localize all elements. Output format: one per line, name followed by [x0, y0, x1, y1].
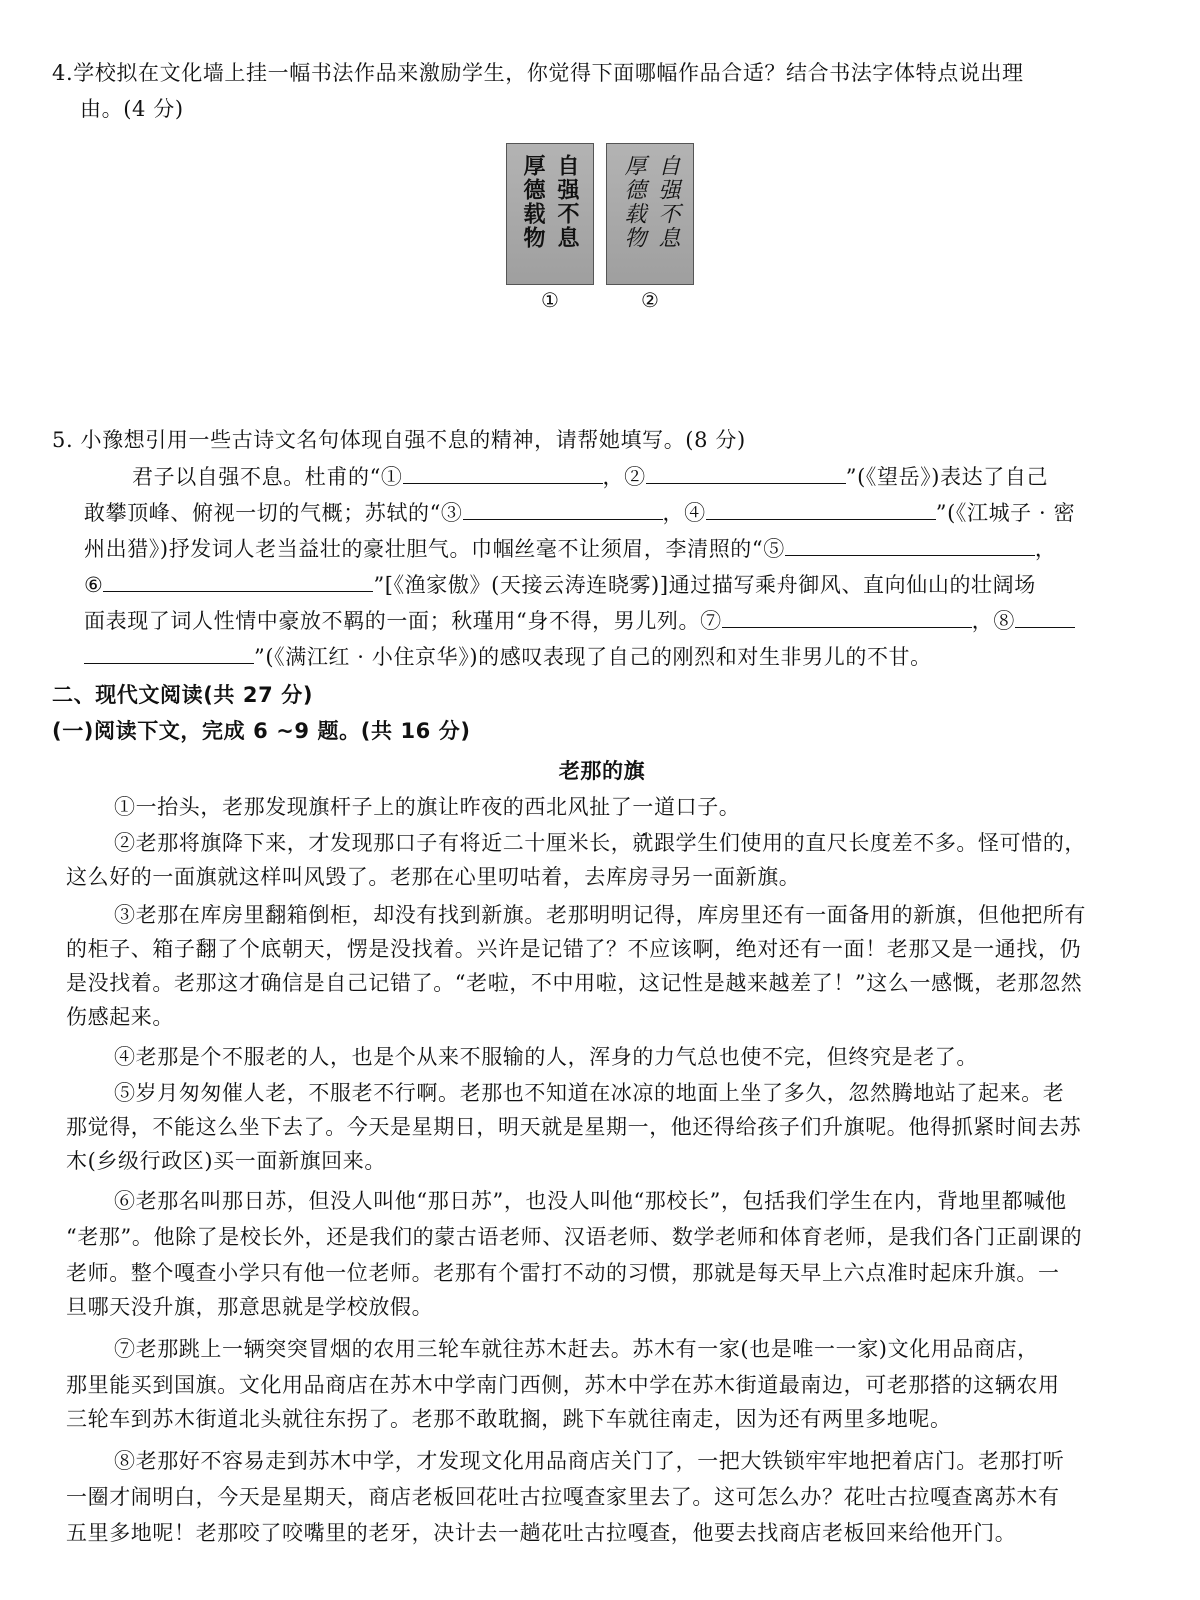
q4-text-line1: 4.学校拟在文化墙上挂一幅书法作品来激励学生，你觉得下面哪幅作品合适？结合书法字体特点说出理 — [52, 61, 1024, 85]
paragraph-7-line3: 三轮车到苏木街道北头就往东拐了。老那不敢耽搁，跳下车就往南走，因为还有两里多地呢。 — [66, 1407, 952, 1431]
calligraphy-1-left-column: 厚德载物 — [520, 154, 546, 250]
q5-line4: 州出猎》)抒发词人老当益壮的豪壮胆气。巾帼丝毫不让须眉，李清照的“⑤ ， — [84, 532, 1184, 566]
calligraphy-work-1 — [506, 143, 594, 285]
article-title: 老那的旗 — [558, 759, 646, 783]
paragraph-2-line2: 这么好的一面旗就这样叫风毁了。老那在心里叨咕着，去库房寻另一面新旗。 — [66, 865, 801, 889]
paragraph-3-line2: 的柜子、箱子翻了个底朝天，愣是没找着。兴许是记错了？不应该啊，绝对还有一面！老那又是一通找，仍 — [66, 937, 1082, 961]
paragraph-6-line2: “老那”。他除了是校长外，还是我们的蒙古语老师、汉语老师、数学老师和体育老师，是我们各门正副课的 — [66, 1225, 1083, 1249]
q4-text-line2: 由。(4 分) — [80, 97, 184, 121]
q5-text-line1: 5. 小豫想引用一些古诗文名句体现自强不息的精神，请帮她填写。(8 分) — [52, 428, 746, 452]
paragraph-5-line2: 那觉得，不能这么坐下去了。今天是星期日，明天就是星期一，他还得给孩子们升旗呢。他得抓紧时间去苏 — [66, 1115, 1082, 1139]
answer-blank-7[interactable] — [722, 605, 972, 628]
paragraph-3-line3: 是没找着。老那这才确信是自己记错了。“老啦，不中用啦，这记性是越来越差了！”这么一感慨，老那忽然 — [66, 971, 1083, 995]
calligraphy-2-right-column: 自强不息 — [655, 154, 680, 250]
calligraphy-2-caption: ② — [641, 288, 659, 312]
paragraph-2-line1: ②老那将旗降下来，才发现那口子有将近二十厘米长，就跟学生们使用的直尺长度差不多。怪可惜的， — [114, 831, 1087, 855]
subsection-heading: (一)阅读下文，完成 6 ~9 题。(共 16 分) — [52, 719, 471, 743]
answer-blank-2[interactable] — [646, 461, 846, 484]
answer-blank-6[interactable] — [103, 569, 373, 592]
answer-blank-3[interactable] — [463, 497, 663, 520]
calligraphy-2-left-column: 厚德载物 — [621, 154, 646, 250]
paragraph-7-line1: ⑦老那跳上一辆突突冒烟的农用三轮车就往苏木赶去。苏木有一家(也是唯一一家)文化用品商店， — [114, 1337, 1039, 1361]
paragraph-8-line1: ⑧老那好不容易走到苏木中学，才发现文化用品商店关门了，一把大铁锁牢牢地把着店门。老那打听 — [114, 1449, 1065, 1473]
paragraph-3-line4: 伤感起来。 — [66, 1005, 174, 1029]
paragraph-6-line1: ⑥老那名叫那日苏，但没人叫他“那日苏”，也没人叫他“那校长”，包括我们学生在内，背地里都喊他 — [114, 1189, 1067, 1213]
calligraphy-work-2 — [606, 143, 694, 285]
calligraphy-1-right-column: 自强不息 — [554, 154, 580, 250]
paragraph-7-line2: 那里能买到国旗。文化用品商店在苏木中学南门西侧，苏木中学在苏木街道最南边，可老那搭的这辆农用 — [66, 1373, 1060, 1397]
paragraph-6-line3: 老师。整个嘎查小学只有他一位老师。老那有个雷打不动的习惯，那就是每天早上六点准时起床升旗。一 — [66, 1261, 1060, 1285]
q5-line6: 面表现了词人性情中豪放不羁的一面；秋瑾用“身不得，男儿列。⑦ ，⑧ — [84, 604, 1184, 638]
paragraph-1: ①一抬头，老那发现旗杆子上的旗让昨夜的西北风扯了一道口子。 — [114, 795, 741, 819]
section-heading: 二、现代文阅读(共 27 分) — [52, 683, 314, 707]
paragraph-6-line4: 旦哪天没升旗，那意思就是学校放假。 — [66, 1295, 434, 1319]
q5-line3: 敢攀顶峰、俯视一切的气概；苏轼的“③ ，④ ”(《江城子 · 密 — [84, 496, 1184, 530]
answer-blank-5[interactable] — [785, 533, 1035, 556]
answer-blank-1[interactable] — [403, 461, 603, 484]
answer-blank-4[interactable] — [706, 497, 936, 520]
paragraph-8-line3: 五里多地呢！老那咬了咬嘴里的老牙，决计去一趟花吐古拉嘎查，他要去找商店老板回来给他开门。 — [66, 1521, 1017, 1545]
paragraph-5-line1: ⑤岁月匆匆催人老，不服老不行啊。老那也不知道在冰凉的地面上坐了多久，忽然腾地站了起来。老 — [114, 1081, 1065, 1105]
paragraph-5-line3: 木(乡级行政区)买一面新旗回来。 — [66, 1149, 386, 1173]
calligraphy-1-caption: ① — [541, 288, 559, 312]
answer-blank-8b[interactable] — [84, 641, 254, 664]
q5-line2: 君子以自强不息。杜甫的“① ，② ”(《望岳》)表达了自己 — [132, 460, 1200, 494]
emphasis-mark-char: 就 — [632, 831, 655, 855]
q5-line5: ⑥ ”[《渔家傲》(天接云涛连晓雾)]通过描写乘舟御风、直向仙山的壮阔场 — [84, 568, 1184, 602]
paragraph-4: ④老那是个不服老的人，也是个从来不服输的人，浑身的力气总也使不完，但终究是老了。 — [114, 1045, 978, 1069]
q5-line7: ”(《满江红 · 小住京华》)的感叹表现了自己的刚烈和对生非男儿的不甘。 — [84, 640, 1184, 674]
paragraph-3-line1: ③老那在库房里翻箱倒柜，却没有找到新旗。老那明明记得，库房里还有一面备用的新旗，但他把所有 — [114, 903, 1086, 927]
paragraph-8-line2: 一圈才闹明白，今天是星期天，商店老板回花吐古拉嘎查家里去了。这可怎么办？花吐古拉嘎查离苏木有 — [66, 1485, 1060, 1509]
answer-blank-8a[interactable] — [1015, 605, 1075, 628]
